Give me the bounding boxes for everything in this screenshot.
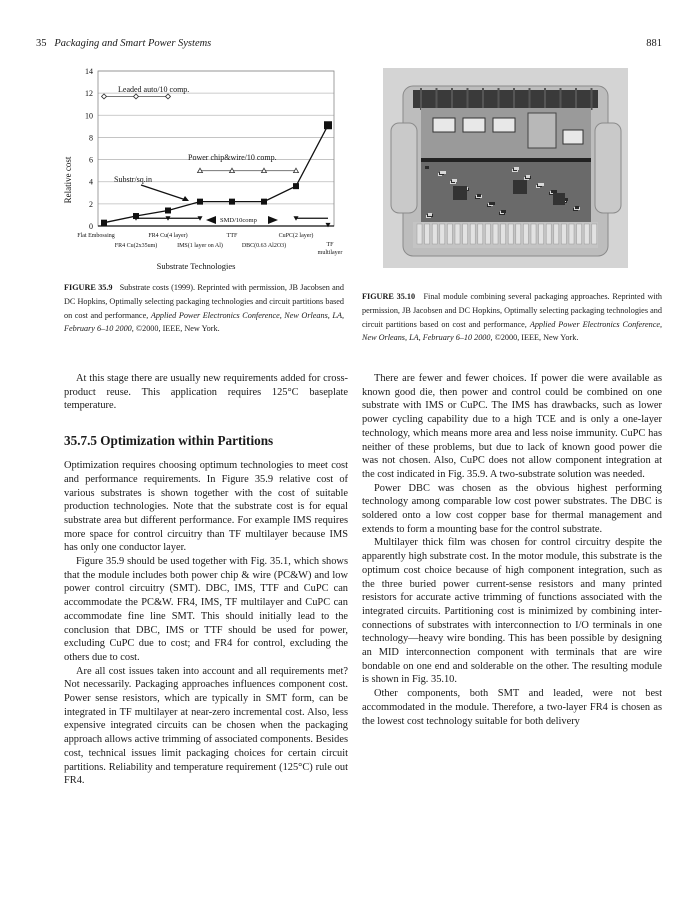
x-tick-label: TTF bbox=[226, 233, 238, 239]
data-point bbox=[165, 208, 171, 214]
bottom-terminal bbox=[440, 224, 445, 244]
x-axis-ticks bbox=[77, 232, 342, 256]
data-point bbox=[197, 199, 203, 205]
y-tick-label: 0 bbox=[89, 222, 93, 231]
paragraph: Other components, both SMT and leaded, were not best accommodated in the module. Therefore, a two-layer FR4 is chosen as the lowest cost technology suitable for both delivery bbox=[362, 688, 662, 727]
y-tick-label: 12 bbox=[85, 89, 93, 99]
chapter-number: 35 bbox=[36, 38, 47, 49]
caption-citation: Applied Power Electronics Conference, New Orleans, LA, February 6–10 2000, bbox=[64, 310, 344, 334]
arrow-right-icon bbox=[268, 216, 278, 224]
x-tick-label: IMS(1 layer on Al) bbox=[177, 243, 223, 249]
x-axis-label: Substrate Technologies bbox=[156, 261, 236, 271]
bottom-terminal bbox=[561, 224, 566, 244]
caption-text: Final module combining several packaging approaches. Reprinted with permission, JB Jacobsen and DC Hopkins, Optimally selecting packaging technologies and circuit partitions based on cost and performance, bbox=[362, 292, 663, 329]
x-tick-label: multilayer bbox=[317, 250, 343, 256]
chapter-title: Packaging and Smart Power Systems bbox=[54, 38, 212, 49]
smd-component bbox=[489, 202, 495, 205]
y-tick-label: 4 bbox=[89, 177, 93, 187]
data-point bbox=[102, 94, 107, 99]
y-axis-label: Relative cost bbox=[63, 156, 73, 204]
arrow-left-icon bbox=[206, 216, 216, 224]
caption-citation: Applied Power Electronics Conference, New Orleans, LA, February 6–10 2000, bbox=[362, 319, 663, 343]
bottom-terminal bbox=[584, 224, 589, 244]
right-column bbox=[362, 372, 662, 728]
bottom-terminal bbox=[478, 224, 483, 244]
smd-component bbox=[428, 213, 432, 216]
bottom-terminal bbox=[516, 224, 521, 244]
bottom-terminal bbox=[425, 224, 430, 244]
caption-copyright: ©2000, IEEE, New York. bbox=[494, 333, 579, 343]
y-tick-label: 6 bbox=[89, 155, 93, 165]
data-point bbox=[134, 94, 139, 99]
x-tick-label: FR4 Cu(4 layer) bbox=[148, 233, 188, 239]
y-axis-ticks bbox=[85, 67, 93, 231]
y-tick-label: 2 bbox=[89, 199, 93, 209]
paragraph: Multilayer thick film was chosen for control circuitry despite the apparently high substrate cost. In the motor module, this substrate is the optimum cost choice because of high component integration, such as the three buried power current-sense resistors and many printed resistors for accurate active trimming of functions associated with the integrated circuits. Partitioning cost is minimized by combining interconnections of substrates with interconnection to I/O terminals in one technology—heavy wire bonding. This has been possible by designing an MID interconnection component with terminals that are wire bondable on one end and solderable on the other. The resulting module is shown in Fig. 35.10. bbox=[362, 537, 662, 686]
annotation-arrow bbox=[141, 185, 186, 200]
bottom-terminal bbox=[577, 224, 582, 244]
bottom-terminal bbox=[539, 224, 544, 244]
annotation-power-chip: Power chip&wire/10 comp. bbox=[188, 153, 277, 162]
bottom-terminal bbox=[554, 224, 559, 244]
series-line bbox=[104, 125, 328, 222]
annotation-smd: SMD/10comp bbox=[220, 217, 257, 224]
bottom-terminal bbox=[523, 224, 528, 244]
chart-svg bbox=[56, 62, 346, 277]
smd-component bbox=[551, 190, 557, 193]
bottom-terminal bbox=[569, 224, 574, 244]
bottom-terminal bbox=[463, 224, 468, 244]
smd-component bbox=[477, 194, 481, 197]
data-point bbox=[229, 199, 235, 205]
smd-component bbox=[514, 167, 519, 170]
data-point bbox=[166, 94, 171, 99]
bottom-terminal bbox=[447, 224, 452, 244]
bottom-terminal bbox=[417, 224, 422, 244]
bottom-terminal bbox=[493, 224, 498, 244]
x-tick-label: Flat Embossing bbox=[77, 233, 115, 239]
y-tick-label: 14 bbox=[85, 67, 93, 76]
plot-frame bbox=[98, 71, 334, 226]
data-point bbox=[261, 199, 267, 205]
smd-component bbox=[575, 206, 579, 209]
x-tick-label: CuPC(2 layer) bbox=[278, 233, 314, 239]
x-tick-label: TF bbox=[326, 242, 334, 248]
caption-copyright: ©2000, IEEE, New York. bbox=[135, 324, 220, 334]
figure-35-10-caption bbox=[362, 290, 662, 345]
bottom-terminal bbox=[531, 224, 536, 244]
paragraph: Are all cost issues taken into account and all requirements met? Not necessarily. Packaging approaches influences component cost. Power sense resistors, which are typically in SMT form, can be integrated in TF multilayer at near-zero incremental cost. Also, less expensive integrated circuits can be chosen when the packaging approach allows active trimming of associated components. Besides cost, technical issues limit packaging choices for certain circuit partitions. Reliability and temperature requirement (125°C) rule out FR4. bbox=[64, 665, 348, 787]
left-column bbox=[64, 372, 348, 788]
bottom-terminal bbox=[432, 224, 437, 244]
x-tick-label: DBC(0.63 Al2O3) bbox=[241, 243, 287, 249]
data-point bbox=[324, 121, 332, 129]
data-point bbox=[326, 223, 331, 228]
smd-component bbox=[501, 210, 506, 213]
bottom-terminal bbox=[546, 224, 551, 244]
smd-component bbox=[425, 166, 429, 169]
data-point bbox=[101, 220, 107, 226]
plot-border bbox=[98, 71, 334, 226]
x-tick-label: FR4 Cu(2x35um) bbox=[114, 243, 158, 249]
figure-35-9-caption bbox=[64, 281, 344, 336]
power-module-photo bbox=[383, 68, 628, 268]
smd-component bbox=[452, 179, 457, 182]
smd-component bbox=[538, 183, 544, 186]
y-tick-label: 10 bbox=[85, 111, 93, 121]
page-number: 881 bbox=[646, 38, 662, 49]
running-head bbox=[36, 38, 662, 52]
bottom-terminal bbox=[470, 224, 475, 244]
figure-35-10-photo bbox=[383, 68, 628, 268]
bottom-terminal bbox=[592, 224, 597, 244]
section-heading: 35.7.5 Optimization within Partitions bbox=[64, 433, 274, 449]
y-tick-label: 8 bbox=[89, 133, 93, 143]
bottom-terminal bbox=[501, 224, 506, 244]
paragraph: There are fewer and fewer choices. If power die were available as known good die, then power and control could be combined on one substrate with IMS or CuPC. The IMS has drawbacks, such as lower power cycling capability due to a high TCE and is only a one-layer technology, which means more area and less noise immunity. CuPC has neither of these problems, but due to lack of known good power die was not chosen. Also, CuPC does not allow component integration at the cost indicated in Fig. 35.9. A two-substrate solution was needed. bbox=[362, 373, 662, 480]
paragraph: Optimization requires choosing optimum technologies to meet cost and performance requirements. In Figure 35.9 relative cost of various substrates is shown together with the cost of suitable production technologies. Note that the substrate cost is for equal substrate area but different performance. For example IMS requires more space for control circuitry than TF multilayer because IMS has only one conductor layer. bbox=[64, 460, 348, 554]
caption-label: FIGURE 35.10 bbox=[362, 292, 416, 301]
paragraph: Power DBC was chosen as the obvious highest performing technology among comparable low cost power substrates. The DBC is soldered onto a low cost copper base for thermal management and extends to form a mounting base for the control substrate. bbox=[362, 482, 662, 535]
bottom-terminal bbox=[485, 224, 490, 244]
caption-label: FIGURE 35.9 bbox=[64, 283, 113, 292]
bottom-terminal bbox=[508, 224, 513, 244]
chart-grid bbox=[98, 71, 334, 226]
paragraph: Figure 35.9 should be used together with Fig. 35.1, which shows that the module includes both power chip & wire (PC&W) and low power control circuitry (SMT). DBC, IMS, TTF and CuPC can accommodate the PC&W. FR4, IMS, TF multilayer and CuPC can accommodate fine line SMT. This should initially lead to the conclusion that DBC, IMS or TTF should be used for power, excluding CuPC due to cost; and FR4 for control, excluding the others due to cost. bbox=[64, 556, 348, 663]
annotation-substrate: Substr/sq.in bbox=[114, 175, 153, 184]
annotation-leaded: Leaded auto/10 comp. bbox=[118, 85, 190, 94]
bottom-terminal bbox=[455, 224, 460, 244]
paragraph: At this stage there are usually new requirements added for cross-product reuse. This application requires 125°C baseplate temperature. bbox=[64, 373, 348, 412]
figure-35-9-chart bbox=[56, 62, 346, 277]
data-point bbox=[293, 183, 299, 189]
smd-component bbox=[440, 171, 446, 174]
smd-component bbox=[526, 175, 530, 178]
caption-text: Substrate costs (1999). Reprinted with permission, JB Jacobsen and DC Hopkins, Optimally selecting packaging technologies and circuit partitions based on cost and performance, bbox=[64, 283, 344, 320]
